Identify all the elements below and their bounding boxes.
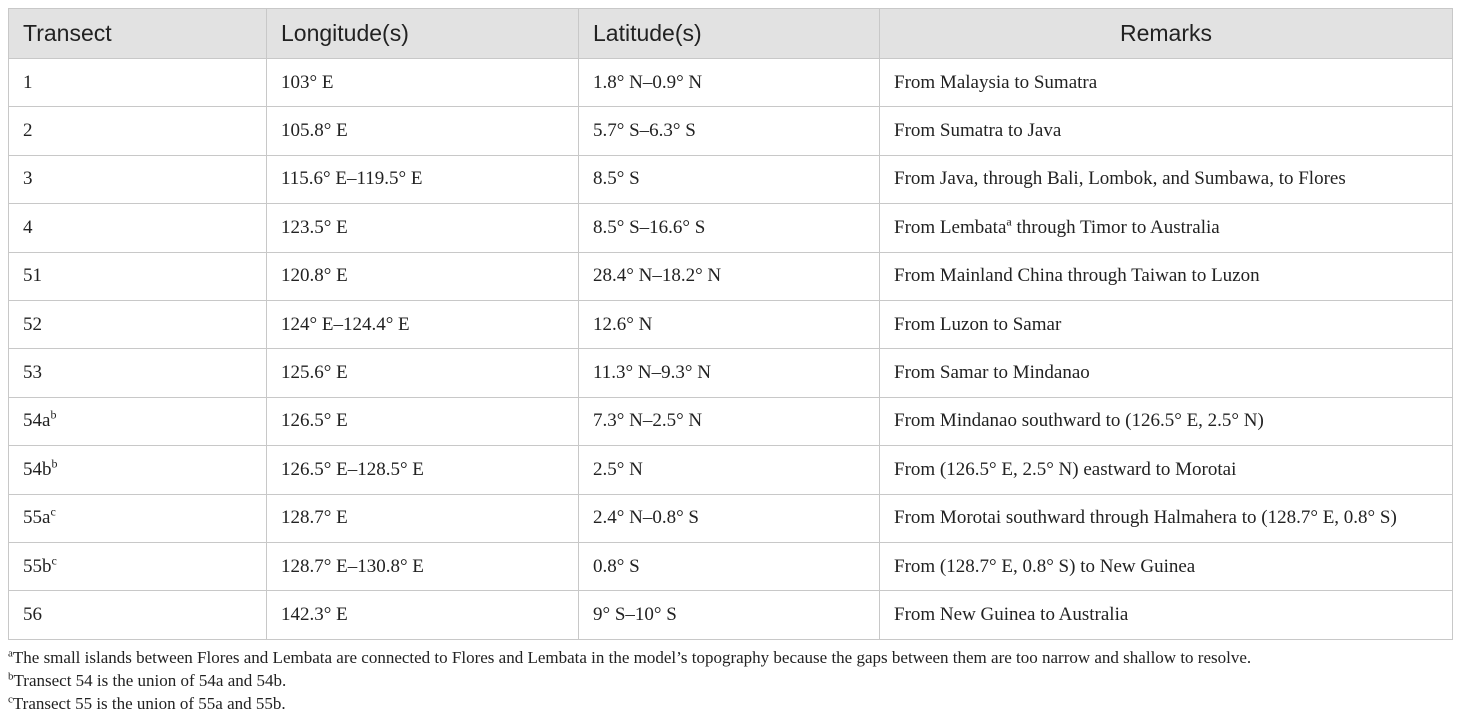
- cell-longitude: 123.5° E: [267, 204, 579, 252]
- table-row: [9, 349, 1453, 397]
- cell-latitude: 5.7° S–6.3° S: [579, 107, 880, 155]
- cell-longitude: 120.8° E: [267, 252, 579, 300]
- cell-longitude: 115.6° E–119.5° E: [267, 155, 579, 203]
- footnote-a: [8, 646, 1251, 669]
- cell-longitude: 125.6° E: [267, 349, 579, 397]
- cell-latitude: 2.5° N: [579, 446, 880, 494]
- footnote-c: [8, 692, 1251, 715]
- footnote-ref: b: [50, 408, 57, 423]
- cell-transect: [9, 446, 267, 494]
- table-row: [9, 542, 1453, 590]
- remarks-text: From (126.5° E, 2.5° N) eastward to Morotai: [894, 458, 1237, 480]
- table-row: [9, 446, 1453, 494]
- remarks-text: From Lembata: [894, 216, 1007, 238]
- cell-latitude: 12.6° N: [579, 300, 880, 348]
- footnote-ref: c: [50, 504, 56, 519]
- remarks-text: From Malaysia to Sumatra: [894, 71, 1098, 93]
- transect-table-container: [8, 8, 1452, 640]
- footnote-ref: c: [51, 553, 57, 568]
- cell-longitude: 142.3° E: [267, 591, 579, 639]
- transect-id: 3: [23, 168, 33, 190]
- transect-id: 55b: [23, 555, 52, 577]
- cell-latitude: 11.3° N–9.3° N: [579, 349, 880, 397]
- table-row: [9, 155, 1453, 203]
- table-row: [9, 59, 1453, 107]
- table-row: [9, 397, 1453, 445]
- transect-id: 54a: [23, 410, 51, 432]
- cell-longitude: 103° E: [267, 59, 579, 107]
- table-row: [9, 300, 1453, 348]
- transect-id: 52: [23, 313, 42, 335]
- transect-id: 56: [23, 603, 42, 625]
- footnote-mark: b: [8, 670, 14, 683]
- table-header-row: [9, 9, 1453, 59]
- footnote-text: Transect 54 is the union of 54a and 54b.: [13, 671, 287, 690]
- cell-remarks: [880, 155, 1453, 203]
- cell-remarks: [880, 446, 1453, 494]
- remarks-text: From (128.7° E, 0.8° S) to New Guinea: [894, 555, 1196, 577]
- header-transect: Transect: [9, 9, 267, 59]
- cell-transect: [9, 349, 267, 397]
- cell-longitude: 105.8° E: [267, 107, 579, 155]
- remarks-text: From Morotai southward through Halmahera to (128.7° E, 0.8° S): [894, 507, 1397, 529]
- transect-id: 1: [23, 71, 33, 93]
- table-row: [9, 204, 1453, 252]
- cell-latitude: 2.4° N–0.8° S: [579, 494, 880, 542]
- cell-transect: [9, 591, 267, 639]
- transect-id: 53: [23, 362, 42, 384]
- cell-remarks: [880, 204, 1453, 252]
- cell-transect: [9, 542, 267, 590]
- remarks-text: From Java, through Bali, Lombok, and Sumbawa, to Flores: [894, 168, 1346, 190]
- cell-transect: [9, 59, 267, 107]
- cell-longitude: 126.5° E–128.5° E: [267, 446, 579, 494]
- cell-remarks: [880, 397, 1453, 445]
- cell-remarks: [880, 542, 1453, 590]
- cell-longitude: 128.7° E–130.8° E: [267, 542, 579, 590]
- footnote-b: [8, 669, 1251, 692]
- footnote-text: The small islands between Flores and Lembata are connected to Flores and Lembata in the model’s topography because the gaps between them are too narrow and shallow to resolve.: [12, 648, 1252, 667]
- cell-transect: [9, 494, 267, 542]
- remarks-text: From Samar to Mindanao: [894, 362, 1090, 384]
- cell-longitude: 124° E–124.4° E: [267, 300, 579, 348]
- remarks-text: From Sumatra to Java: [894, 120, 1062, 142]
- footnotes: [8, 646, 1251, 715]
- remarks-text: From Mindanao southward to (126.5° E, 2.5° N): [894, 410, 1264, 432]
- cell-transect: [9, 107, 267, 155]
- footnote-ref: b: [51, 456, 58, 471]
- cell-remarks: [880, 107, 1453, 155]
- cell-latitude: 7.3° N–2.5° N: [579, 397, 880, 445]
- header-remarks: Remarks: [880, 9, 1453, 59]
- remarks-text: From New Guinea to Australia: [894, 603, 1129, 625]
- cell-remarks: [880, 591, 1453, 639]
- cell-transect: [9, 252, 267, 300]
- cell-remarks: [880, 59, 1453, 107]
- cell-remarks: [880, 494, 1453, 542]
- cell-latitude: 28.4° N–18.2° N: [579, 252, 880, 300]
- transect-id: 54b: [23, 458, 52, 480]
- header-latitude: Latitude(s): [579, 9, 880, 59]
- cell-latitude: 1.8° N–0.9° N: [579, 59, 880, 107]
- cell-transect: [9, 204, 267, 252]
- remarks-text-rest: through Timor to Australia: [1011, 216, 1220, 238]
- cell-latitude: 8.5° S–16.6° S: [579, 204, 880, 252]
- footnote-mark: c: [8, 693, 13, 706]
- footnote-mark: a: [8, 647, 13, 660]
- cell-remarks: [880, 349, 1453, 397]
- footnote-text: Transect 55 is the union of 55a and 55b.: [12, 694, 286, 713]
- cell-longitude: 126.5° E: [267, 397, 579, 445]
- cell-latitude: 9° S–10° S: [579, 591, 880, 639]
- cell-remarks: [880, 300, 1453, 348]
- transect-id: 4: [23, 216, 33, 238]
- cell-transect: [9, 397, 267, 445]
- cell-longitude: 128.7° E: [267, 494, 579, 542]
- cell-latitude: 0.8° S: [579, 542, 880, 590]
- cell-remarks: [880, 252, 1453, 300]
- table-row: [9, 494, 1453, 542]
- header-longitude: Longitude(s): [267, 9, 579, 59]
- transect-id: 2: [23, 120, 33, 142]
- transect-id: 55a: [23, 507, 51, 529]
- table-row: [9, 252, 1453, 300]
- cell-transect: [9, 155, 267, 203]
- table-row: [9, 107, 1453, 155]
- transect-id: 51: [23, 265, 42, 287]
- cell-transect: [9, 300, 267, 348]
- cell-latitude: 8.5° S: [579, 155, 880, 203]
- table-row: [9, 591, 1453, 639]
- transect-table: [8, 8, 1453, 640]
- remarks-text: From Mainland China through Taiwan to Luzon: [894, 265, 1260, 287]
- footnote-ref: a: [1006, 214, 1012, 229]
- remarks-text: From Luzon to Samar: [894, 313, 1062, 335]
